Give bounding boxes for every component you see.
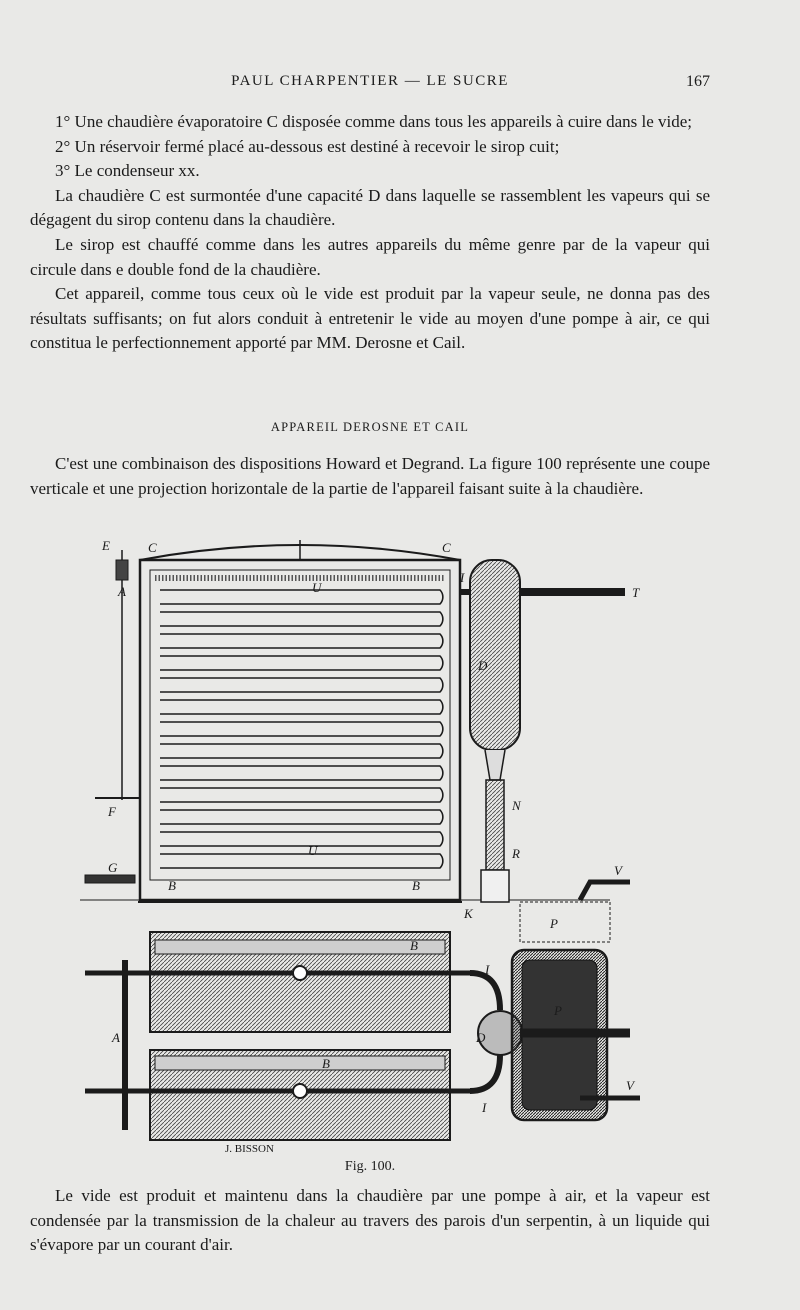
running-title: PAUL CHARPENTIER — LE SUCRE — [231, 73, 509, 89]
page-number: 167 — [686, 73, 710, 90]
body-text-top — [30, 110, 710, 356]
running-header — [30, 73, 710, 97]
label-V: V — [614, 863, 622, 878]
paragraph: 3° Le condenseur xx. — [55, 161, 200, 181]
paragraph: 1° Une chaudière évaporatoire C disposée comme dans tous les appareils à cuire dans le vide; — [55, 112, 692, 131]
paragraph: C'est une combinaison des dispositions Howard et Degrand. La figure 100 représente une coupe verticale et une projection horizontale de la partie de l'appareil faisant suite à la chaudière. — [30, 454, 710, 498]
paragraph: 2° Un réservoir fermé placé au-dessous est destiné à recevoir le sirop cuit; — [55, 136, 560, 156]
label-P: P — [554, 1003, 562, 1018]
serpentine-coil — [160, 590, 443, 868]
label-B: B — [168, 878, 176, 893]
label-V: V — [626, 1078, 634, 1093]
label-U: U — [312, 580, 322, 595]
body-text-bottom — [30, 1184, 710, 1258]
label-I: I — [482, 1100, 487, 1115]
label-U: U — [308, 843, 318, 858]
label-B: B — [412, 878, 420, 893]
vapour-dome-section — [460, 560, 630, 942]
label-A: A — [112, 1030, 120, 1045]
paragraph: La chaudière C est surmontée d'une capacité D dans laquelle se rassemblent les vapeurs qui se dégagent du sirop contenu dans la chaudière. — [30, 185, 710, 230]
label-I: I — [485, 962, 490, 977]
label-N: N — [512, 798, 521, 813]
label-I: I — [460, 570, 465, 585]
label-R: R — [512, 846, 520, 861]
body-text-mid — [30, 452, 710, 501]
figure-engraving — [80, 530, 720, 1160]
label-C: C — [442, 540, 451, 555]
label-P: P — [550, 916, 558, 931]
paragraph: Le sirop est chauffé comme dans les autres appareils du même genre par de la vapeur qui circule dans e double fond de la chaudière. — [30, 234, 710, 279]
label-A: A — [118, 584, 126, 599]
label-F: F — [108, 804, 116, 819]
label-K: K — [464, 906, 473, 921]
engraver-signature: J. BISSON — [225, 1143, 274, 1155]
paragraph: Le vide est produit et maintenu dans la chaudière par une pompe à air, et la vapeur est condensée par la transmission de la chaleur au travers des parois d'un serpentin, à un liquide qui s'évapore par un courant d'air. — [30, 1186, 710, 1255]
section-heading: APPAREIL DEROSNE ET CAIL — [270, 420, 470, 434]
label-D: D — [476, 1030, 486, 1045]
paragraph: Cet appareil, comme tous ceux où le vide est produit par la vapeur seule, ne donna pas des résultats suffisants; on fut alors conduit à entretenir le vide au moyen d'une pompe à air, ce qui constitua le perfectionnement apporté par MM. Derosne et Cail. — [30, 284, 710, 353]
label-D: D — [478, 658, 488, 673]
figure-caption: Fig. 100. — [344, 1159, 396, 1174]
label-G: G — [108, 860, 118, 875]
label-E: E — [102, 538, 110, 553]
label-B: B — [410, 938, 418, 953]
label-C: C — [148, 540, 157, 555]
plan-view — [85, 932, 640, 1140]
label-T: T — [632, 585, 640, 600]
label-B: B — [322, 1056, 330, 1071]
